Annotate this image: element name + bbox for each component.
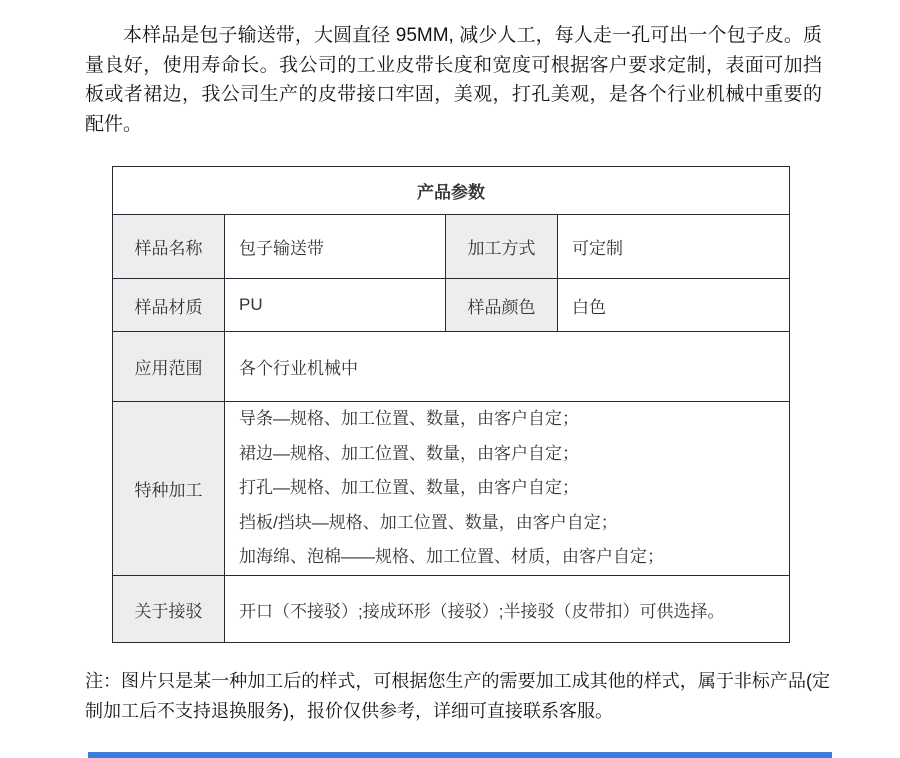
- param-value-application-scope: 各个行业机械中: [225, 332, 790, 402]
- param-value-splicing: 开口（不接驳）;接成环形（接驳）;半接驳（皮带扣）可供选择。: [225, 576, 790, 643]
- table-title: 产品参数: [113, 167, 790, 215]
- special-processing-line-1: 导条—规格、加工位置、数量，由客户自定；: [239, 409, 579, 429]
- param-label-sample-name: 样品名称: [113, 215, 225, 279]
- param-value-processing-method: 可定制: [558, 215, 790, 279]
- param-value-sample-name: 包子输送带: [225, 215, 446, 279]
- bottom-note: 注：图片只是某一种加工后的样式，可根据您生产的需要加工成其他的样式，属于非标产品(定制加工后不支持退换服务)，报价仅供参考，详细可直接联系客服。: [85, 671, 830, 721]
- table-row: [113, 402, 790, 576]
- param-value-sample-color: 白色: [558, 279, 790, 332]
- param-value-special-processing: [225, 402, 790, 576]
- special-processing-line-4: 挡板/挡块—规格、加工位置、数量，由客户自定；: [239, 512, 618, 532]
- table-row: [113, 215, 790, 279]
- special-processing-line-3: 打孔—规格、加工位置、数量，由客户自定；: [239, 478, 579, 498]
- param-label-sample-material: 样品材质: [113, 279, 225, 332]
- param-label-special-processing: 特种加工: [113, 402, 225, 576]
- param-value-sample-material: PU: [225, 279, 446, 332]
- footer-accent-bar: [88, 752, 832, 758]
- intro-paragraph: 本样品是包子输送带，大圆直径 95MM, 减少人工，每人走一孔可出一个包子皮。质量良好，使用寿命长。我公司的工业皮带长度和宽度可根据客户要求定制，表面可加挡板或者裙边，我公司生产的皮带接口牢固，美观，打孔美观，是各个行业机械中重要的配件。: [85, 25, 822, 135]
- special-processing-line-5: 加海绵、泡棉——规格、加工位置、材质，由客户自定；: [239, 547, 664, 567]
- param-label-processing-method: 加工方式: [446, 215, 558, 279]
- param-label-application-scope: 应用范围: [113, 332, 225, 402]
- table-title-row: [113, 167, 790, 215]
- table-row: [113, 576, 790, 643]
- special-processing-line-2: 裙边—规格、加工位置、数量，由客户自定；: [239, 443, 579, 463]
- table-row: [113, 332, 790, 402]
- product-params-table: [112, 166, 790, 643]
- param-label-splicing: 关于接驳: [113, 576, 225, 643]
- param-label-sample-color: 样品颜色: [446, 279, 558, 332]
- table-row: [113, 279, 790, 332]
